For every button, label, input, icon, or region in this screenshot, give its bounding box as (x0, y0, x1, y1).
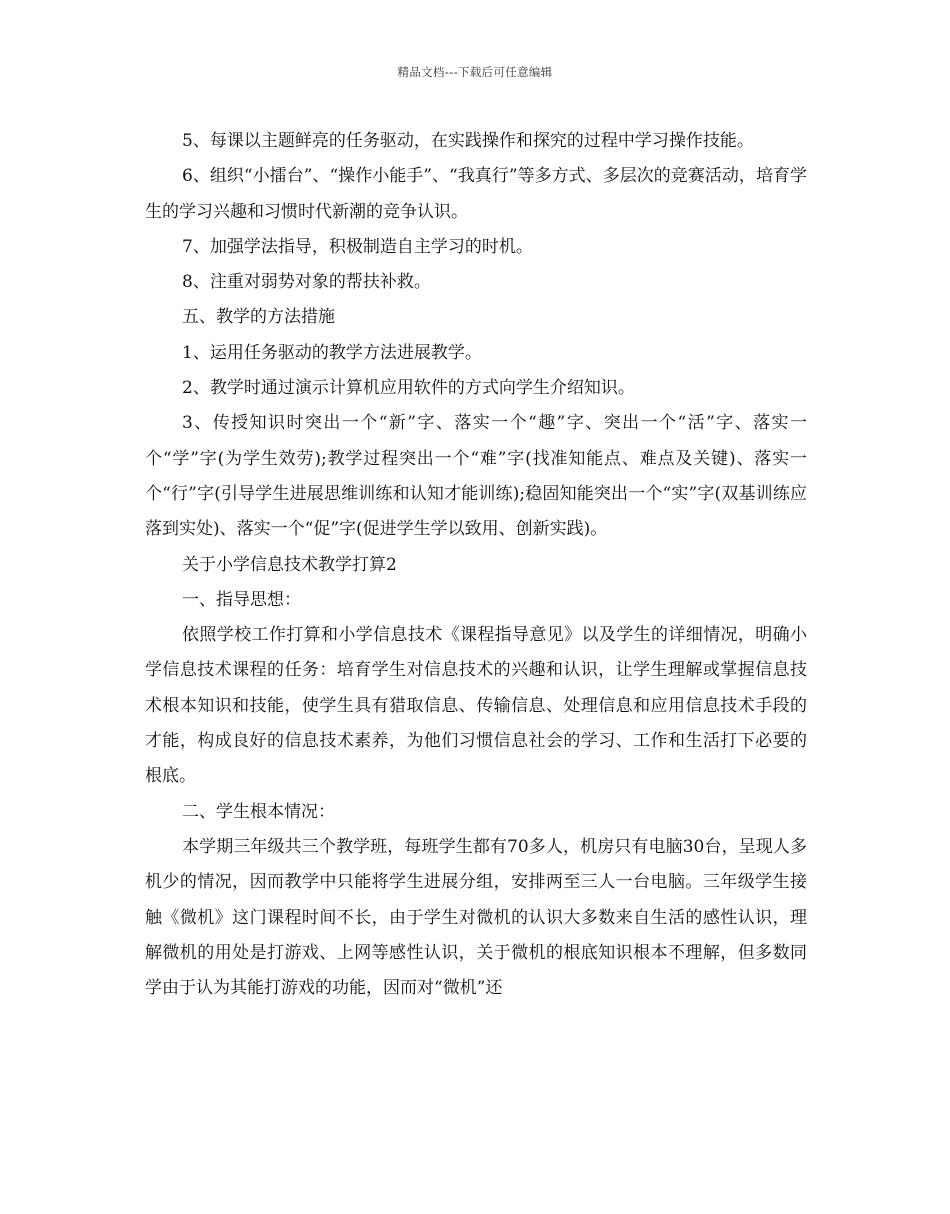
paragraph-method-1: 1、运用任务驱动的教学方法进展教学。 (182, 342, 482, 363)
paragraph-item-6: 6、组织“小擂台”、“操作小能手”、“我真行”等多方式、多层次的竞赛活动，培育学生的学习兴趣和习惯时代新潮的竞争认识。 (145, 166, 807, 222)
paragraph-item-7: 7、加强学法指导，积极制造自主学习的时机。 (182, 236, 533, 257)
paragraph-guiding-thought: 依照学校工作打算和小学信息技术《课程指导意见》以及学生的详细情况，明确小学信息技术课程的任务：培育学生对信息技术的兴趣和认识，让学生理解或掌握信息技术根本知识和技能，使学生具有猎取信息、传输信息、处理信息和应用信息技术手段的才能，构成良好的信息技术素养，为他们习惯信息社会的学习、工作和生活打下必要的根底。 (145, 625, 807, 787)
document-body (145, 124, 807, 1006)
section-heading-guiding-thought: 一、指导思想： (182, 589, 301, 610)
paragraph-method-2: 2、教学时通过演示计算机应用软件的方式向学生介绍知识。 (182, 378, 635, 399)
page-header: 精品文档---下载后可任意编辑 (397, 65, 553, 79)
section-heading-methods: 五、教学的方法措施 (182, 307, 335, 328)
section-heading-student-situation: 二、学生根本情况： (182, 801, 335, 822)
paragraph-item-5: 5、每课以主题鲜亮的任务驱动，在实践操作和探究的过程中学习操作技能。 (182, 131, 754, 151)
paragraph-method-3: 3、传授知识时突出一个“新”字、落实一个“趣”字、突出一个“活”字、落实一个“学”字(为学生效劳);教学过程突出一个“难”字(找准知能点、难点及关键)、落实一个“行”字(引导学生进展思维训练和认知才能训练);稳固知能突出一个“实”字(双基训练应落到实处)、落实一个“促”字(促进学生学以致用、创新实践)。 (145, 413, 807, 540)
paragraph-student-situation: 本学期三年级共三个教学班，每班学生都有70多人，机房只有电脑30台，呈现人多机少的情况，因而教学中只能将学生进展分组，安排两至三人一台电脑。三年级学生接触《微机》这门课程时间不长，由于学生对微机的认识大多数来自生活的感性认识，理解微机的用处是打游戏、上网等感性认识，关于微机的根底知识根本不理解，但多数同学由于认为其能打游戏的功能，因而对“微机”还 (145, 836, 807, 999)
paragraph-item-8: 8、注重对弱势对象的帮扶补救。 (182, 272, 431, 293)
document-subtitle: 关于小学信息技术教学打算2 (182, 554, 397, 575)
